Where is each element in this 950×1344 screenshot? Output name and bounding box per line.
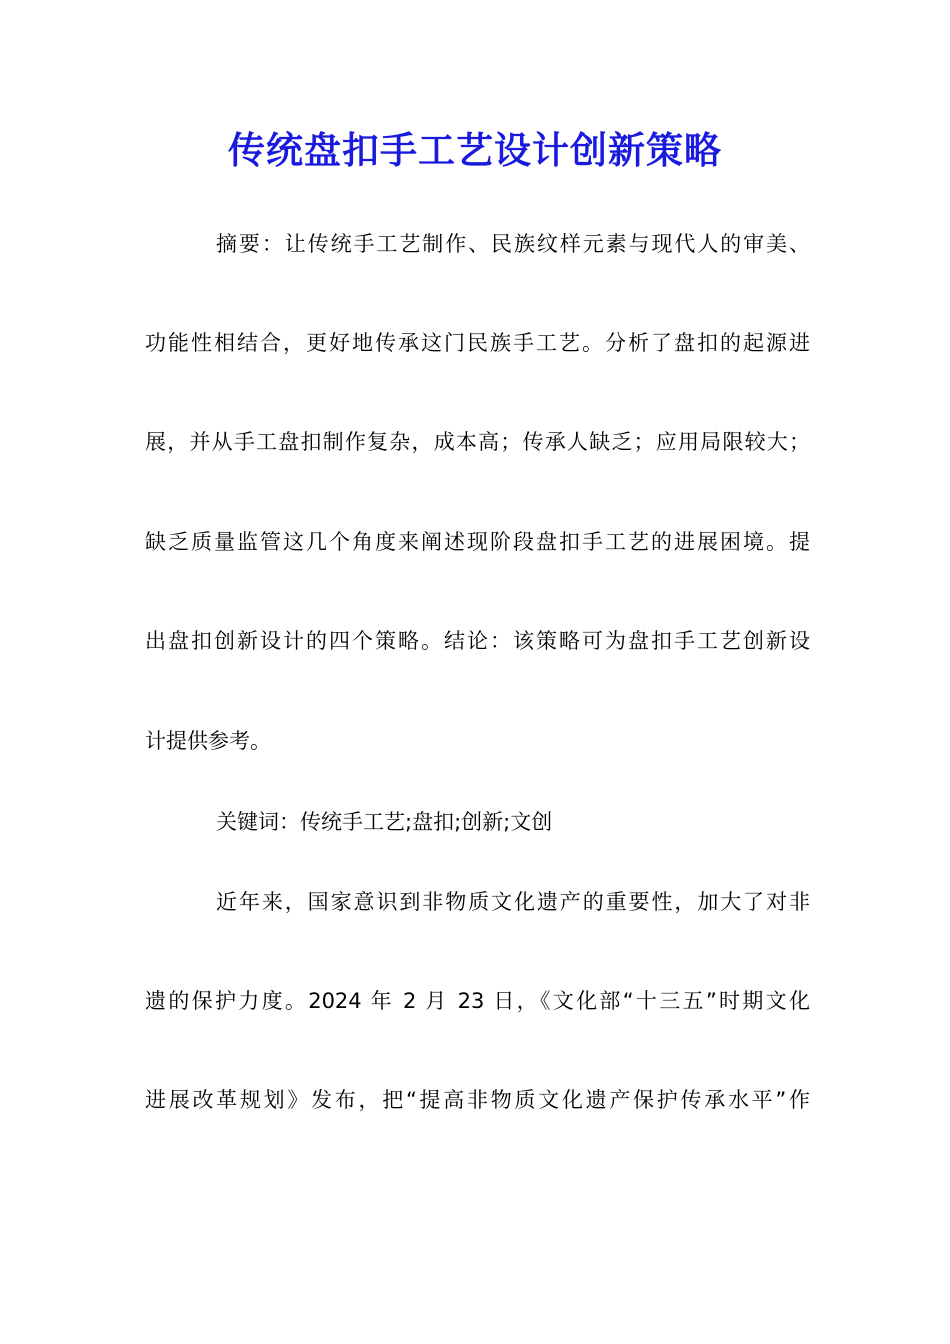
document-title: 传统盘扣手工艺设计创新策略 xyxy=(228,128,722,172)
body-line-3: 进展改革规划》发布，把“提高非物质文化遗产保护传承水平”作 xyxy=(145,1088,810,1112)
abstract-line-2: 功能性相结合，更好地传承这门民族手工艺。分析了盘扣的起源进 xyxy=(145,331,810,355)
abstract-line-5: 出盘扣创新设计的四个策略。结论：该策略可为盘扣手工艺创新设 xyxy=(145,629,810,653)
abstract-line-4: 缺乏质量监管这几个角度来阐述现阶段盘扣手工艺的进展困境。提 xyxy=(145,530,810,554)
body-line-1: 近年来，国家意识到非物质文化遗产的重要性，加大了对非 xyxy=(216,890,810,914)
keywords-line: 关键词：传统手工艺;盘扣;创新;文创 xyxy=(216,810,553,834)
abstract-line-1: 摘要：让传统手工艺制作、民族纹样元素与现代人的审美、 xyxy=(216,232,810,256)
abstract-line-6: 计提供参考。 xyxy=(145,729,271,753)
body-line-2: 遗的保护力度。2024 年 2 月 23 日，《文化部“十三五”时期文化 xyxy=(145,989,810,1013)
abstract-line-3: 展，并从手工盘扣制作复杂，成本高；传承人缺乏；应用局限较大； xyxy=(145,430,810,454)
